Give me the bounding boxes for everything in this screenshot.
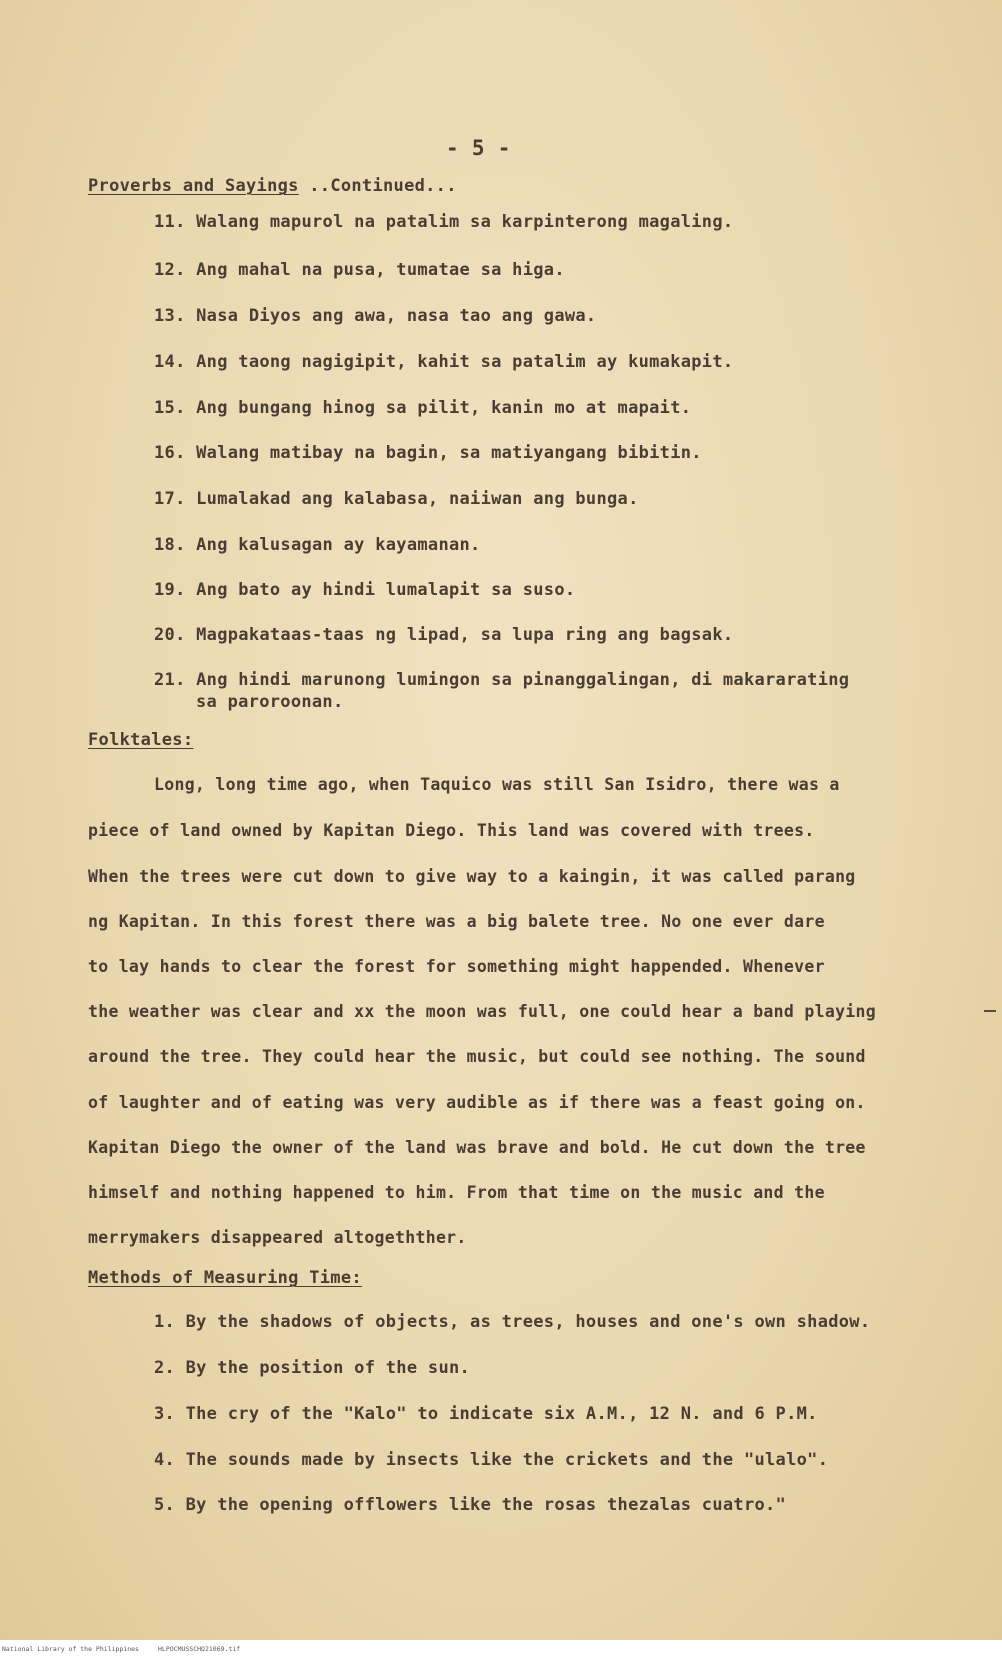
proverb-item: 19. Ang bato ay hindi lumalapit sa suso.: [154, 580, 576, 600]
page-number: - 5 -: [446, 136, 511, 160]
proverbs-heading: Proverbs and Sayings: [88, 176, 299, 196]
folktale-line: merrymakers disappeared altogethther.: [88, 1228, 467, 1247]
folktales-heading: Folktales:: [88, 730, 194, 750]
proverb-item-continuation: sa paroroonan.: [196, 692, 344, 712]
proverb-item: 20. Magpakataas-taas ng lipad, sa lupa ring ang bagsak.: [154, 625, 734, 645]
measuring-time-item: 3. The cry of the "Kalo" to indicate six A.M., 12 N. and 6 P.M.: [154, 1404, 818, 1424]
measuring-time-item: 5. By the opening offlowers like the rosas thezalas cuatro.": [154, 1495, 787, 1515]
measuring-time-item: 2. By the position of the sun.: [154, 1358, 471, 1378]
proverb-item: 15. Ang bungang hinog sa pilit, kanin mo at mapait.: [154, 398, 692, 418]
folktale-line: himself and nothing happened to him. From that time on the music and the: [88, 1183, 825, 1202]
proverb-item: 21. Ang hindi marunong lumingon sa pinanggalingan, di makararating: [154, 670, 850, 690]
proverbs-heading-line: [88, 176, 457, 196]
proverb-item: 14. Ang taong nagigipit, kahit sa patalim ay kumakapit.: [154, 352, 734, 372]
proverb-item: 12. Ang mahal na pusa, tumatae sa higa.: [154, 260, 565, 280]
proverb-item: 13. Nasa Diyos ang awa, nasa tao ang gawa.: [154, 306, 597, 326]
proverb-item: 18. Ang kalusagan ay kayamanan.: [154, 535, 481, 555]
footer-file: HLPOCMUSSCHQ21069.tif: [158, 1645, 241, 1653]
folktale-line: When the trees were cut down to give way to a kaingin, it was called parang: [88, 867, 856, 886]
folktale-line: piece of land owned by Kapitan Diego. This land was covered with trees.: [88, 821, 815, 840]
proverb-item: 16. Walang matibay na bagin, sa matiyangang bibitin.: [154, 443, 702, 463]
folktale-line: ng Kapitan. In this forest there was a big balete tree. No one ever dare: [88, 912, 825, 931]
folktale-line: around the tree. They could hear the music, but could see nothing. The sound: [88, 1047, 866, 1066]
footer-library: National Library of the Philippines: [2, 1645, 139, 1653]
folktale-line: Long, long time ago, when Taquico was still San Isidro, there was a: [154, 775, 840, 794]
scan-footer: [0, 1640, 1002, 1658]
proverbs-continued: ..Continued...: [309, 176, 457, 196]
proverb-item: 17. Lumalakad ang kalabasa, naiiwan ang bunga.: [154, 489, 639, 509]
measuring-time-heading: Methods of Measuring Time:: [88, 1268, 362, 1288]
proverb-item: 11. Walang mapurol na patalim sa karpinterong magaling.: [154, 212, 734, 232]
measuring-time-item: 4. The sounds made by insects like the crickets and the "ulalo".: [154, 1450, 829, 1470]
folktale-line: Kapitan Diego the owner of the land was brave and bold. He cut down the tree: [88, 1138, 866, 1157]
folktale-line: the weather was clear and xx the moon was full, one could hear a band playing: [88, 1002, 877, 1021]
folktale-line: to lay hands to clear the forest for something might happended. Whenever: [88, 957, 825, 976]
ink-mark: [984, 1010, 996, 1012]
folktale-line: of laughter and of eating was very audible as if there was a feast going on.: [88, 1093, 866, 1112]
measuring-time-item: 1. By the shadows of objects, as trees, houses and one's own shadow.: [154, 1312, 871, 1332]
